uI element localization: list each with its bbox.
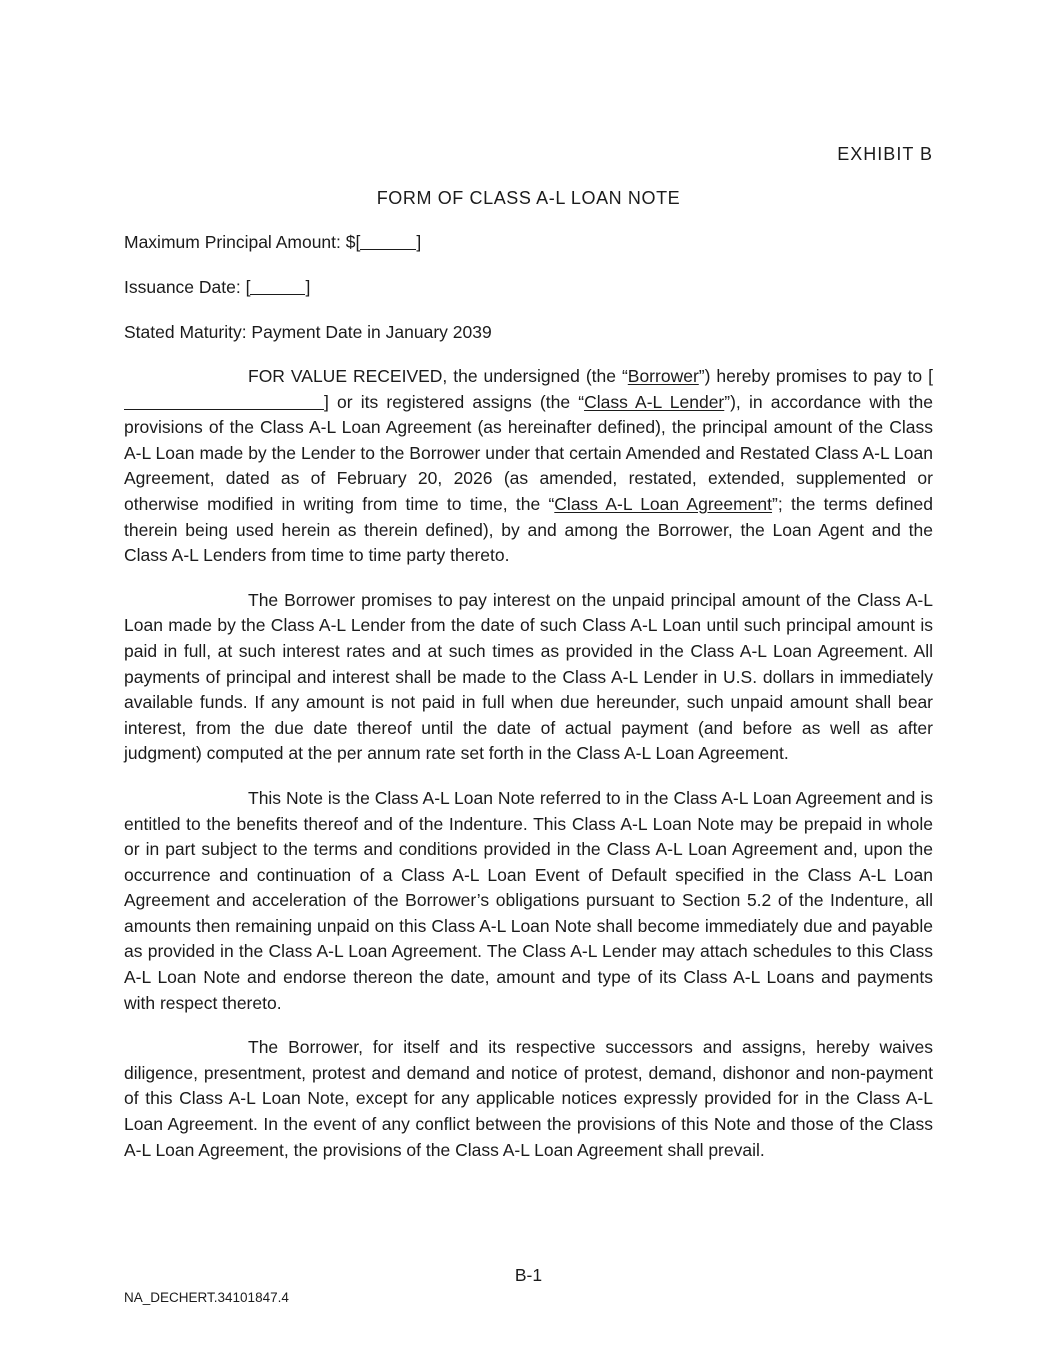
blank-fill-in-line (360, 232, 416, 250)
document-id: NA_DECHERT.34101847.4 (124, 1290, 289, 1305)
defined-term: Class A-L Lender (584, 391, 725, 412)
text-segment: The Borrower promises to pay interest on the unpaid principal amount of the Class A-L Loan made by the Class A-L Lender from the date of such Class A-L Loan until such principal amount is paid in full, at such interest rates and at such times as provided in the Class A-L Loan Agreement. All payments of principal and interest shall be made to the Class A-L Lender in U.S. dollars in immediately available funds. If any amount is not paid in full when due hereunder, such unpaid amount shall bear interest, from the due date thereof until the date of actual payment (and before as well as after judgment) computed at the per annum rate set forth in the Class A-L Loan Agreement. (124, 589, 933, 764)
page-title: FORM OF CLASS A-L LOAN NOTE (376, 188, 681, 208)
text-segment: Issuance Date: [ (124, 277, 251, 297)
text-segment: Maximum Principal Amount: $[ (124, 232, 361, 252)
text-segment: ] or its registered assigns (the “ (324, 391, 585, 412)
paragraph-waiver (124, 1035, 933, 1163)
field-stated-maturity (124, 319, 933, 345)
field-issuance-date (124, 274, 933, 300)
blank-fill-in-line (250, 277, 305, 295)
exhibit-label: EXHIBIT B (837, 144, 933, 164)
blank-fill-in-line (124, 392, 324, 410)
text-segment: ] (305, 277, 311, 297)
field-maximum-principal-amount (124, 229, 933, 255)
page-number: B-1 (514, 1265, 543, 1285)
paragraph-note-reference (124, 786, 933, 1016)
defined-term: Borrower (627, 366, 699, 386)
text-segment: ”) hereby promises to pay to [ (698, 366, 933, 386)
text-segment: ”; the terms defined therein being used herein as therein defined), by and among the Borrower, the Loan Agent and the Class A-L Lenders from time to time party thereto. (124, 493, 933, 566)
text-segment: ] (416, 232, 422, 252)
text-segment: FOR VALUE RECEIVED, the undersigned (the “ (248, 366, 628, 386)
defined-term: Class A-L Loan Agreement (554, 493, 773, 514)
text-segment: The Borrower, for itself and its respective successors and assigns, hereby waives diligence, presentment, protest and demand and notice of protest, demand, dishonor and non-payment of this Class A-L Loan Note, except for any applicable notices expressly provided for in the Class A-L Loan Agreement. In the event of any conflict between the provisions of this Note and those of the Class A-L Loan Agreement, the provisions of the Class A-L Loan Agreement shall prevail. (124, 1037, 933, 1160)
paragraph-interest-promise (124, 588, 933, 767)
text-segment: This Note is the Class A-L Loan Note referred to in the Class A-L Loan Agreement and is entitled to the benefits thereof and of the Indenture. This Class A-L Loan Note may be prepaid in whole or in part subject to the terms and conditions provided in the Class A-L Loan Agreement and, upon the occurrence and continuation of a Class A-L Loan Event of Default specified in the Class A-L Loan Agreement and acceleration of the Borrower’s obligations pursuant to Section 5.2 of the Indenture, all amounts then remaining unpaid on this Class A-L Loan Note shall become immediately due and payable as provided in the Class A-L Loan Agreement. The Class A-L Lender may attach schedules to this Class A-L Loan Note and endorse thereon the date, amount and type of its Class A-L Loans and payments with respect thereto. (124, 787, 933, 1013)
text-segment: Stated Maturity: Payment Date in January 2039 (124, 322, 492, 342)
text-segment: ”), in accordance with the provisions of the Class A-L Loan Agreement (as hereinafter defined), the principal amount of the Class A-L Loan made by the Lender to the Borrower under that certain Amended and Restated Class A-L Loan Agreement, dated as of February 20, 2026 (as amended, restated, extended, supplemented or otherwise modified in writing from time to time, the “ (124, 391, 933, 514)
paragraph-for-value-received (124, 364, 933, 569)
